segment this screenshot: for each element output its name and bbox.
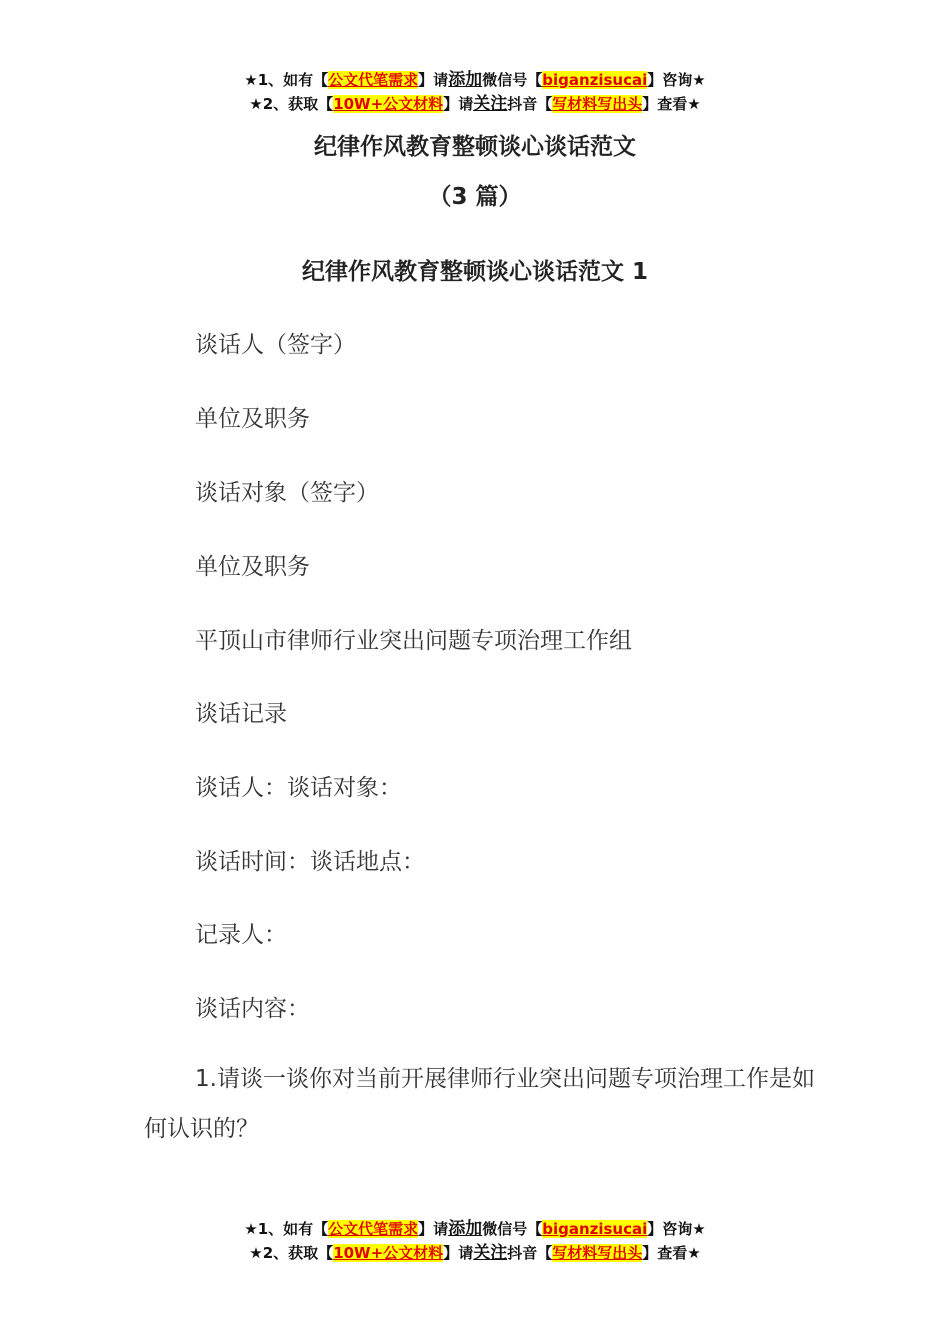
banner-text: 抖音【 bbox=[507, 95, 553, 113]
paragraph: 谈话时间：谈话地点： bbox=[195, 849, 425, 875]
banner-highlight: 10W+公文材料 bbox=[333, 95, 444, 113]
banner-line-2 bbox=[0, 1241, 950, 1265]
paragraph: 记录人： bbox=[195, 922, 287, 948]
banner-text: 】查看★ bbox=[642, 1244, 701, 1262]
banner-text: 抖音【 bbox=[507, 1244, 553, 1262]
document-subtitle: （3 篇） bbox=[428, 184, 522, 210]
banner-highlight: 公文代笔需求 bbox=[328, 71, 419, 89]
banner-line-1 bbox=[0, 1217, 950, 1241]
paragraph: 平顶山市律师行业突出问题专项治理工作组 bbox=[195, 628, 632, 654]
section-title: 纪律作风教育整顿谈心谈话范文 1 bbox=[301, 259, 648, 285]
banner-text: ★2、获取【 bbox=[249, 1244, 334, 1262]
douyin-account: 写材料写出头 bbox=[552, 1244, 643, 1262]
document-title: 纪律作风教育整顿谈心谈话范文 bbox=[314, 134, 636, 160]
banner-text: 】咨询★ bbox=[647, 71, 706, 89]
wechat-id: biganzisucai bbox=[542, 71, 648, 89]
banner-highlight: 公文代笔需求 bbox=[328, 1220, 419, 1238]
paragraph: 谈话内容： bbox=[195, 996, 310, 1022]
banner-emphasis: 添加 bbox=[448, 70, 483, 90]
banner-text: ★2、获取【 bbox=[249, 95, 334, 113]
banner-text: 】请 bbox=[418, 71, 449, 89]
banner-text: 微信号【 bbox=[482, 71, 543, 89]
paragraph: 谈话人（签字） bbox=[195, 332, 356, 358]
banner-highlight: 10W+公文材料 bbox=[333, 1244, 444, 1262]
douyin-account: 写材料写出头 bbox=[552, 95, 643, 113]
banner-emphasis: 关注 bbox=[473, 94, 508, 114]
paragraph: 谈话人：谈话对象： bbox=[195, 775, 402, 801]
banner-line-1 bbox=[0, 68, 950, 92]
banner-text: 】咨询★ bbox=[647, 1220, 706, 1238]
banner-emphasis: 关注 bbox=[473, 1243, 508, 1263]
paragraph: 单位及职务 bbox=[195, 554, 310, 580]
wechat-id: biganzisucai bbox=[542, 1220, 648, 1238]
banner-emphasis: 添加 bbox=[448, 1219, 483, 1239]
header-banner bbox=[0, 68, 950, 116]
banner-text: ★1、如有【 bbox=[244, 71, 329, 89]
paragraph: 单位及职务 bbox=[195, 406, 310, 432]
banner-text: 】请 bbox=[443, 1244, 474, 1262]
paragraph: 谈话对象（签字） bbox=[195, 480, 379, 506]
question-paragraph: 1.请谈一谈你对当前开展律师行业突出问题专项治理工作是如何认识的？ bbox=[144, 1066, 815, 1142]
banner-text: 】请 bbox=[418, 1220, 449, 1238]
banner-text: 】请 bbox=[443, 95, 474, 113]
banner-text: ★1、如有【 bbox=[244, 1220, 329, 1238]
paragraph: 谈话记录 bbox=[195, 701, 287, 727]
banner-text: 】查看★ bbox=[642, 95, 701, 113]
footer-banner bbox=[0, 1217, 950, 1265]
banner-text: 微信号【 bbox=[482, 1220, 543, 1238]
banner-line-2 bbox=[0, 92, 950, 116]
